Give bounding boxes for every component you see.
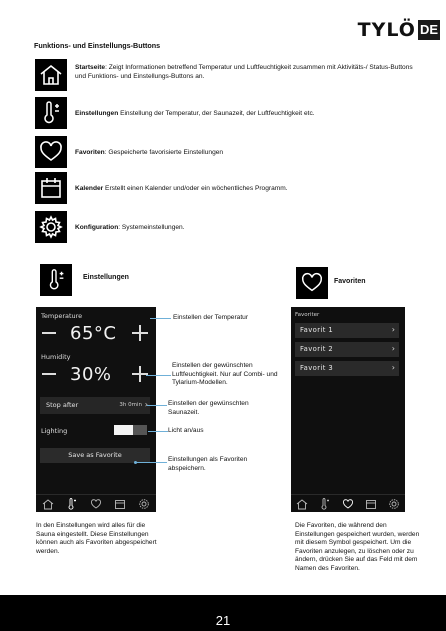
button-desc-favorites: Favoriten: Gespeicherte favorisierte Einstellungen [75, 149, 224, 156]
favorites-heading: Favoriten [334, 278, 366, 285]
humidity-row [36, 363, 156, 387]
home-icon [35, 59, 67, 91]
toggle-knob [114, 425, 133, 435]
button-desc-configuration: Konfiguration: Systemeinstellungen. [75, 224, 185, 231]
settings-caption: In den Einstellungen wird alles für die Sauna eingestellt. Diese Einstellungen können auch als Favoriten abgespeichert werden. [36, 522, 157, 555]
stop-after-value: 3h 0min [119, 402, 142, 408]
favorite-item-label: Favorit 1 [300, 326, 334, 334]
nav-heart-icon[interactable] [90, 498, 102, 510]
brand-logo [358, 20, 440, 40]
language-badge: DE [418, 20, 440, 40]
callout-line-humidity [146, 375, 171, 376]
lighting-label: Lighting [41, 427, 68, 435]
page-number: 21 [215, 613, 231, 628]
settings-heading: Einstellungen [83, 274, 129, 281]
humidity-decrease-button[interactable] [42, 373, 56, 375]
temperature-value: 65°C [70, 323, 117, 344]
section-title: Funktions- und Einstellungs-Buttons [34, 41, 161, 50]
bottom-nav [36, 494, 156, 512]
temperature-decrease-button[interactable] [42, 332, 56, 334]
nav-calendar-icon[interactable] [114, 498, 126, 510]
chevron-right-icon: › [391, 363, 395, 372]
humidity-label: Humidity [41, 353, 71, 361]
brand-name: TYLÖ [357, 19, 416, 41]
button-desc-home: Startseite: Zeigt Informationen betreffend Temperatur und Luftfeuchtigkeit zusammen mit Aktivitäts-/ Status-Buttons und Funktions- und Einstellungs-Buttons an. [75, 64, 413, 80]
favorites-caption: Die Favoriten, die während den Einstellungen gespeichert wurden, werden mit diesem Symbol gespeichert. Um die Favoriten anzulegen, zu löschen oder zu ändern, drücken Sie auf das Feld mit dem Namen des Favoriten. [295, 522, 420, 572]
thermometer-icon [35, 97, 67, 129]
page-footer [0, 595, 446, 631]
favorite-item[interactable] [295, 323, 399, 338]
callout-save-favorite: Einstellungen als Favoriten abspeichern. [168, 456, 248, 472]
nav-thermometer-icon[interactable] [319, 498, 331, 510]
callout-line-favorite [136, 462, 167, 463]
temperature-increase-button[interactable] [132, 325, 148, 341]
gear-icon [35, 211, 67, 243]
chevron-right-icon: › [144, 400, 148, 409]
favorite-item-label: Favorit 2 [300, 345, 334, 353]
lighting-toggle[interactable] [114, 425, 147, 435]
callout-lighting: Licht an/aus [168, 427, 204, 434]
stop-after-label: Stop after [46, 401, 79, 409]
temperature-row [36, 322, 156, 346]
button-desc-calendar: Kalender Erstellt einen Kalender und/oder ein wöchentliches Programm. [75, 185, 288, 192]
callout-humidity: Einstellen der gewünschten Luftfeuchtigkeit. Nur auf Combi- und Tylarium-Modellen. [172, 362, 278, 387]
callout-line-stop-after [147, 405, 167, 406]
callout-temperature: Einstellen der Temperatur [173, 314, 249, 321]
chevron-right-icon: › [391, 344, 395, 353]
settings-screen [36, 307, 156, 512]
nav-home-icon[interactable] [296, 498, 308, 510]
stop-after-row[interactable] [40, 397, 150, 414]
save-as-favorite-button[interactable]: Save as Favorite [40, 448, 150, 463]
nav-calendar-icon[interactable] [365, 498, 377, 510]
settings-thermometer-icon [40, 264, 72, 296]
favorite-item[interactable] [295, 342, 399, 357]
nav-home-icon[interactable] [42, 498, 54, 510]
callout-line-temperature [150, 318, 171, 319]
favorites-screen [291, 307, 405, 512]
heart-icon [35, 136, 67, 168]
callout-dot-favorite [134, 461, 137, 464]
humidity-increase-button[interactable] [132, 366, 148, 382]
favorites-heart-icon [296, 267, 328, 299]
nav-gear-icon[interactable] [388, 498, 400, 510]
callout-line-lighting [148, 431, 168, 432]
nav-thermometer-icon[interactable] [66, 498, 78, 510]
nav-heart-icon[interactable] [342, 498, 354, 510]
calendar-icon [35, 172, 67, 204]
chevron-right-icon: › [391, 325, 395, 334]
bottom-nav [291, 494, 405, 512]
humidity-value: 30% [70, 364, 112, 385]
nav-gear-icon[interactable] [138, 498, 150, 510]
callout-stop-after: Einstellen der gewünschten Saunazeit. [168, 400, 249, 416]
temperature-label: Temperature [41, 312, 83, 320]
favorite-item[interactable] [295, 361, 399, 376]
button-desc-settings: Einstellungen Einstellung der Temperatur, der Saunazeit, der Luftfeuchtigkeit etc. [75, 110, 315, 117]
favorite-item-label: Favorit 3 [300, 364, 334, 372]
favorites-screen-title: Favoriter [295, 312, 320, 318]
